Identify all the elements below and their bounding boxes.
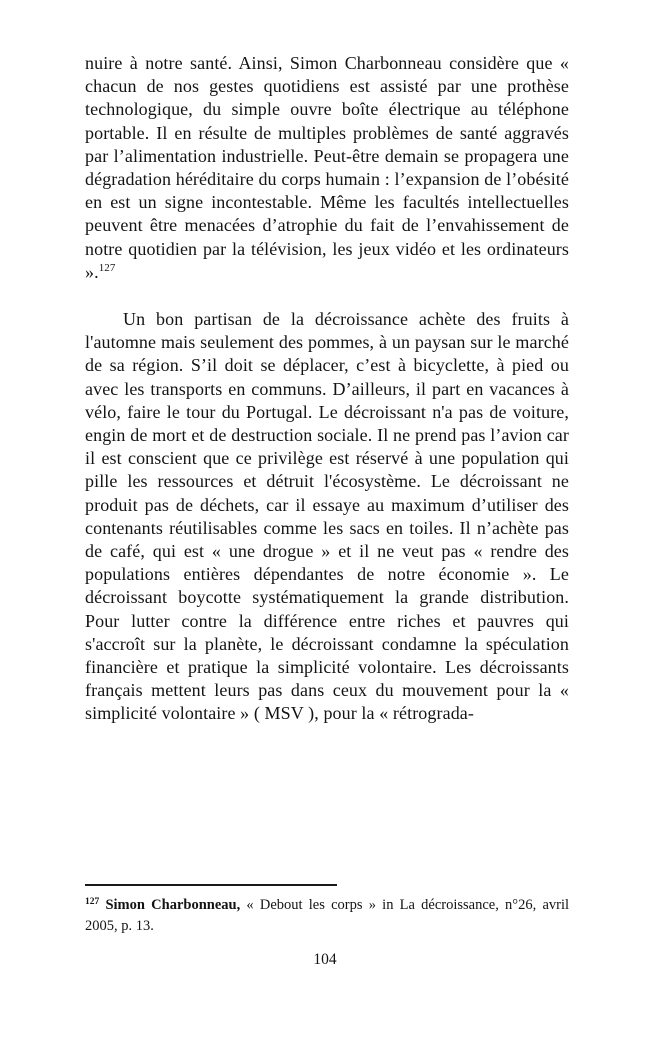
footnote-area — [85, 884, 569, 936]
paragraph — [85, 308, 569, 726]
footnote-number: 127 — [85, 897, 100, 907]
footnote — [85, 895, 569, 936]
paragraph-text: nuire à notre santé. Ainsi, Simon Charbonneau considère que « chacun de nos gestes quotidiens est assisté par une prothèse technologique, du simple ouvre boîte électrique au téléphone portable. Il en résulte de multiples problèmes de santé aggravés par l’alimentation industrielle. Peut-être demain se propagera une dégradation héréditaire du corps humain : l’expansion de l’obésité en est un signe incontestable. Même les facultés intellectuelles peuvent être menacées d’atrophie du fait de l’envahissement de notre quotidien par la télévision, les jeux vidéo et les ordinateurs ». — [85, 53, 569, 282]
paragraph-text: Un bon partisan de la décroissance achète des fruits à l'automne mais seulement des pommes, à un paysan sur le marché de sa région. S’il doit se déplacer, c’est à bicyclette, à pied ou avec les transports en communs. D’ailleurs, il part en vacances à vélo, faire le tour du Portugal. Le décroissant n'a pas de voiture, engin de mort et de destruction sociale. Il ne prend pas l’avion car il est conscient que ce privilège est réservé à une population qui pille les ressources et détruit l'écosystème. Le décroissant ne produit pas de déchets, car il essaye au maximum d’utiliser des contenants réutilisables comme les sacs en toiles. Il n’achète pas de café, qui est « une drogue » et il ne veut pas « rendre des populations entières dépendantes de notre économie ». Le décroissant boycotte systématiquement la grande distribution. Pour lutter contre la différence entre riches et pauvres qui s'accroît sur la planète, le décroissant condamne la spéculation financière et pratique la simplicité volontaire. Les décroissants français mettent leurs pas dans ceux du mouvement pour la « simplicité volontaire » ( MSV ), pour la « rétrograda- — [85, 309, 569, 724]
footnote-text: « Debout les corps » in La décroissance, n°26, avril 2005, p. 13. — [85, 897, 570, 934]
paragraph — [85, 52, 569, 284]
page-number: 104 — [313, 951, 337, 968]
footnote-author: Simon Charbonneau, — [105, 897, 241, 913]
footnote-divider — [85, 884, 337, 886]
body-text — [85, 52, 569, 726]
footnote-reference: 127 — [98, 261, 116, 274]
